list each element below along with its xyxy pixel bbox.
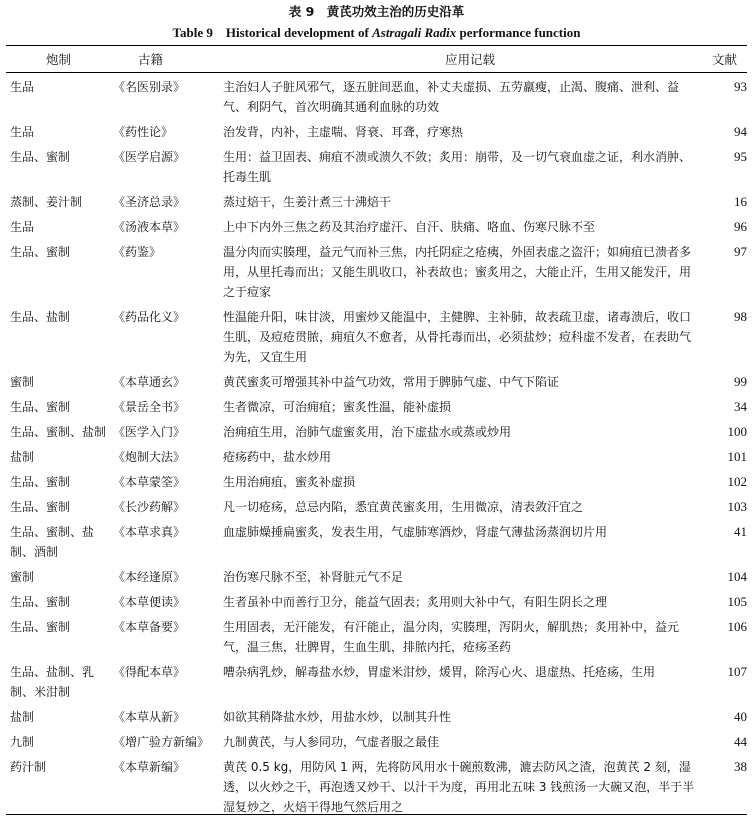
cell-method: 蒸制、姜汁制 [10,195,83,209]
cell-source: 《本草蒙筌》 [113,475,186,489]
cell-usage: 生者微凉，可治痈疽；蜜炙性温，能补虚损 [223,400,452,414]
cell-source: 《长沙药解》 [113,500,186,514]
header-method: 炮制 [46,52,72,67]
title-en-suffix: performance function [456,25,581,40]
cell-source: 《本草通玄》 [113,375,186,389]
cell-usage: 蒸过焙干，生姜汁煮三十沸焙干 [223,195,392,209]
table-row [6,119,749,144]
cell-usage: 治伤寒尺脉不至，补肾脏元气不足 [223,570,404,584]
cell-usage: 温分肉而实腠理，益元气而补三焦，内托阴症之疮痍，外固表虚之盗汗；如痈疽已溃者多用，从里托毒而出；又能生肌收口，补表故也；蜜炙用之，大能止汗，生用又能发汗，用之于痘家 [223,245,692,299]
cell-ref: 107 [727,664,747,679]
cell-usage: 生用治痈疽，蜜炙补虚损 [223,475,356,489]
cell-source: 《得配本草》 [113,665,186,679]
cell-source: 《增广验方新编》 [113,735,210,749]
cell-source: 《本草求真》 [113,525,186,539]
cell-method: 生品、蜜制、盐制、酒制 [10,525,95,559]
cell-source: 《药鉴》 [113,245,162,259]
title-en-prefix: Table 9 Historical development of [172,25,373,40]
table-row [6,419,749,444]
cell-usage: 九制黄芪，与人参同功，气虚者服之最佳 [223,735,440,749]
cell-ref: 34 [734,399,747,414]
cell-usage: 治发背，内补，主虚喘、肾衰、耳聋，疗寒热 [223,125,464,139]
table-row [6,394,749,419]
cell-ref: 93 [734,79,747,94]
table-row [6,239,749,304]
cell-ref: 101 [727,449,747,464]
cell-usage: 如欲其稍降盐水炒，用盐水炒，以制其升性 [223,710,452,724]
cell-usage: 生用：益卫固表、痈疽不溃或溃久不敛；炙用：崩带，及一切气衰血虚之证，利水消肿、托毒生肌 [223,150,692,184]
cell-usage: 血虚肺燥捶扁蜜炙，发表生用，气虚肺寒酒炒，肾虚气薄盐汤蒸润切片用 [223,525,608,539]
cell-method: 生品、盐制、乳制、米泔制 [10,665,95,699]
bottom-rule [6,814,747,815]
table-row [6,74,749,119]
cell-source: 《名医别录》 [113,80,186,94]
table-row [6,589,749,614]
cell-ref: 16 [734,194,747,209]
cell-source: 《圣济总录》 [113,195,186,209]
cell-ref: 38 [734,759,747,774]
table-row [6,564,749,589]
cell-source: 《汤液本草》 [113,220,186,234]
table-row [6,144,749,189]
history-table [6,74,749,819]
table-row [6,444,749,469]
table-body [6,74,749,819]
cell-source: 《本草从新》 [113,710,186,724]
cell-ref: 44 [734,734,747,749]
cell-method: 药汁制 [10,760,47,774]
cell-source: 《本草备要》 [113,620,186,634]
table-row [6,494,749,519]
cell-ref: 99 [734,374,747,389]
cell-usage: 上中下内外三焦之药及其治疗虚汗、自汗、肤痛、咯血、伤寒尺脉不至 [223,220,596,234]
header-rule [6,72,747,73]
cell-method: 盐制 [10,450,35,464]
header-usage: 应用记载 [445,52,496,67]
table-row [6,189,749,214]
table-row [6,304,749,369]
cell-usage: 凡一切疮疡，总忌内陷，悉宜黄芪蜜炙用，生用微凉，清表敛汗宜之 [223,500,584,514]
cell-method: 生品 [10,220,35,234]
cell-source: 《景岳全书》 [113,400,186,414]
cell-source: 《医学启源》 [113,150,186,164]
cell-ref: 41 [734,524,747,539]
cell-method: 生品、蜜制 [10,475,71,489]
cell-usage: 黄芪蜜炙可增强其补中益气功效，常用于脾肺气虚、中气下陷证 [223,375,560,389]
cell-method: 生品、蜜制 [10,595,71,609]
cell-source: 《本草便读》 [113,595,186,609]
cell-usage: 疮疡药中，盐水炒用 [223,450,332,464]
cell-ref: 98 [734,309,747,324]
cell-method: 生品 [10,125,35,139]
cell-source: 《本草新编》 [113,760,186,774]
table-row [6,614,749,659]
cell-ref: 94 [734,124,747,139]
cell-ref: 104 [727,569,747,584]
cell-method: 生品、蜜制 [10,150,71,164]
table-row [6,659,749,704]
cell-ref: 40 [734,709,747,724]
cell-usage: 主治妇人子脏风邪气，逐五脏间恶血，补丈夫虚损、五劳羸瘦，止渴、腹痛、泄利、益气、利阴气，首次明确其通利血脉的功效 [223,80,680,114]
header-ref: 文献 [712,52,738,67]
table-row [6,519,749,564]
cell-source: 《医学入门》 [113,425,186,439]
cell-usage: 黄芪 0.5 kg，用防风 1 两，先将防风用水十碗煎数沸，漉去防风之渣，泡黄芪 2 刻，湿透，以火炒之干，再泡透又炒干、以汁干为度，再用北五味 3 钱煎汤一大碗又泡，半于半湿复炒之，火焙干得地气然后用之 [223,760,695,814]
cell-source: 《本经逢原》 [113,570,186,584]
cell-method: 生品、蜜制 [10,245,71,259]
table-row [6,369,749,394]
cell-ref: 97 [734,244,747,259]
cell-source: 《药品化义》 [113,310,186,324]
cell-ref: 103 [727,499,747,514]
cell-ref: 95 [734,149,747,164]
table-row [6,729,749,754]
table-title-en [0,25,753,41]
cell-usage: 嘈杂病乳炒，解毒盐水炒，胃虚米泔炒，煖胃，除泻心火、退虚热、托疮疡，生用 [223,665,656,679]
cell-method: 盐制 [10,710,35,724]
table-row [6,469,749,494]
cell-ref: 106 [727,619,747,634]
header-source: 古籍 [138,52,164,67]
top-rule [6,45,747,46]
cell-ref: 96 [734,219,747,234]
table-row [6,704,749,729]
cell-method: 蜜制 [10,375,35,389]
cell-method: 九制 [10,735,35,749]
cell-method: 生品、蜜制 [10,620,71,634]
cell-usage: 生者虽补中而善行卫分，能益气固表；炙用则大补中气，有阳生阴长之理 [223,595,608,609]
cell-method: 生品、蜜制、盐制 [10,425,107,439]
cell-method: 生品、蜜制 [10,400,71,414]
cell-method: 生品、蜜制 [10,500,71,514]
table-row [6,754,749,819]
cell-method: 生品 [10,80,35,94]
cell-source: 《炮制大法》 [113,450,186,464]
table-title-cn: 表 9 黄芪功效主治的历史沿革 [288,4,465,19]
title-en-italic: Astragali Radix [372,25,457,40]
cell-ref: 105 [727,594,747,609]
cell-ref: 100 [727,424,747,439]
cell-method: 蜜制 [10,570,35,584]
cell-ref: 102 [727,474,747,489]
cell-usage: 生用固表，无汗能发，有汗能止，温分肉，实腠理，泻阴火，解肌热；炙用补中，益元气，温三焦，壮脾胃，生血生肌，排脓内托，疮疡圣药 [223,620,680,654]
cell-usage: 治痈疽生用，治肺气虚蜜炙用，治下虚盐水或蒸或炒用 [223,425,512,439]
table-row [6,214,749,239]
cell-source: 《药性论》 [113,125,174,139]
cell-method: 生品、盐制 [10,310,71,324]
cell-usage: 性温能升阳，味甘淡，用蜜炒又能温中，主健脾、主补肺，故表疏卫虚，诸毒溃后，收口生肌，及痘疮贯脓，痈疽久不愈者，从骨托毒而出，必须盐炒；痘科虚不发者，在表助气为先，又宜生用 [223,310,692,364]
